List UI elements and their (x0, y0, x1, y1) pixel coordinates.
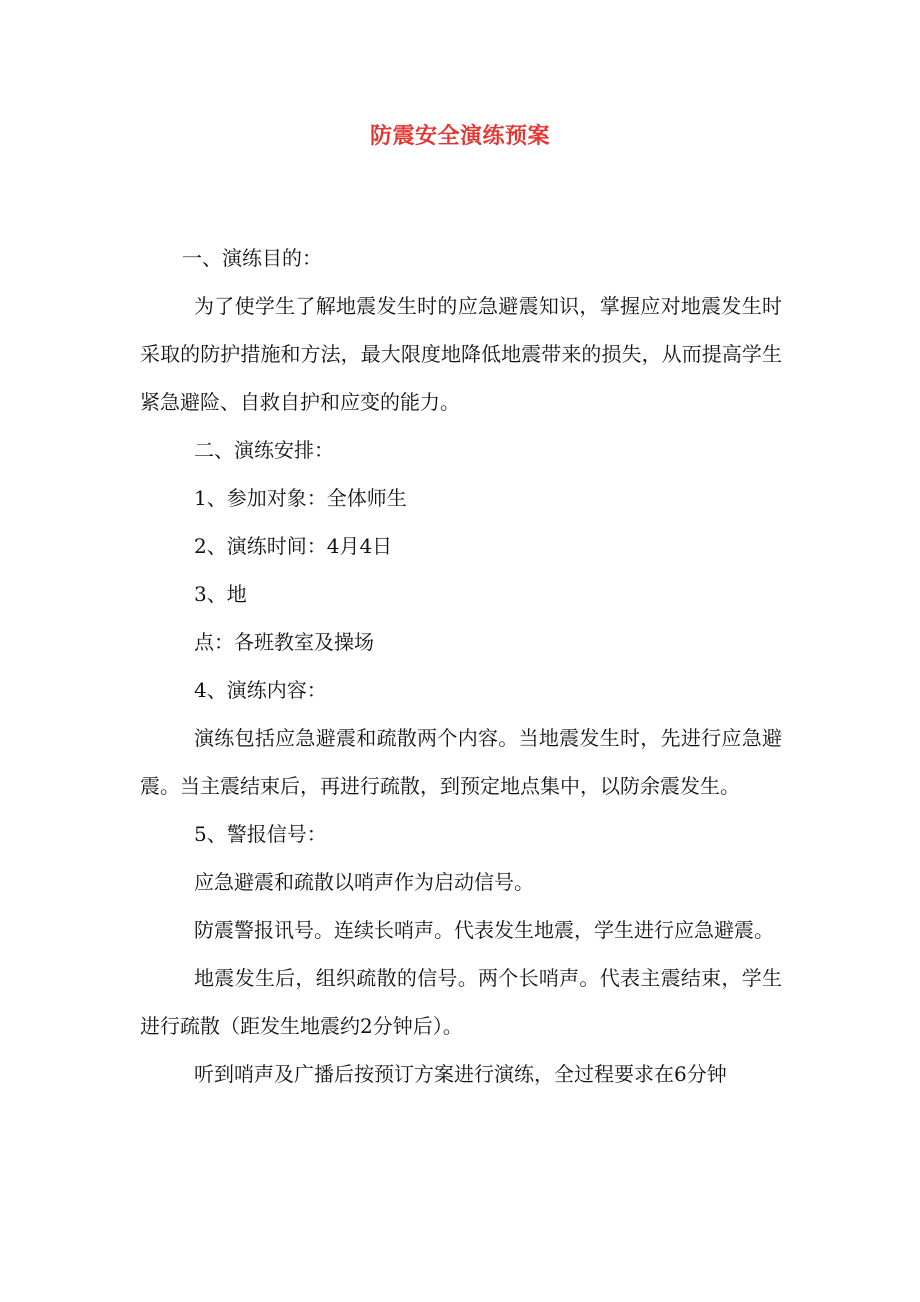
paragraph-content: 演练包括应急避震和疏散两个内容。当地震发生时，先进行应急避震。当主震结束后，再进行疏散，到预定地点集中，以防余震发生。 (140, 726, 782, 798)
paragraph-earthquake-signal: 防震警报讯号。连续长哨声。代表发生地震，学生进行应急避震。 (194, 918, 774, 942)
item-alarm-heading: 5、警报信号： (194, 822, 327, 846)
item-participants: 1、参加对象：全体师生 (194, 486, 407, 510)
item-place-value: 点：各班教室及操场 (194, 630, 374, 654)
item-time: 2、演练时间：4月4日 (194, 534, 393, 558)
paragraph-drill-procedure: 听到哨声及广播后按预订方案进行演练，全过程要求在6分钟 (194, 1062, 727, 1086)
paragraph-evacuation-signal: 地震发生后，组织疏散的信号。两个长哨声。代表主震结束，学生进行疏散（距发生地震约2分钟后）。 (140, 966, 782, 1038)
document-title: 防震安全演练预案 (369, 123, 550, 149)
document-body (140, 234, 782, 1098)
paragraph-alarm-signal: 应急避震和疏散以哨声作为启动信号。 (194, 870, 534, 894)
section-heading-arrangement: 二、演练安排： (194, 438, 334, 462)
item-place-label: 3、地 (194, 582, 247, 606)
section-heading-purpose: 一、演练目的： (182, 246, 322, 270)
item-content-heading: 4、演练内容： (194, 678, 327, 702)
paragraph-purpose: 为了使学生了解地震发生时的应急避震知识，掌握应对地震发生时采取的防护措施和方法，最大限度地降低地震带来的损失，从而提高学生紧急避险、自救自护和应变的能力。 (140, 294, 782, 414)
